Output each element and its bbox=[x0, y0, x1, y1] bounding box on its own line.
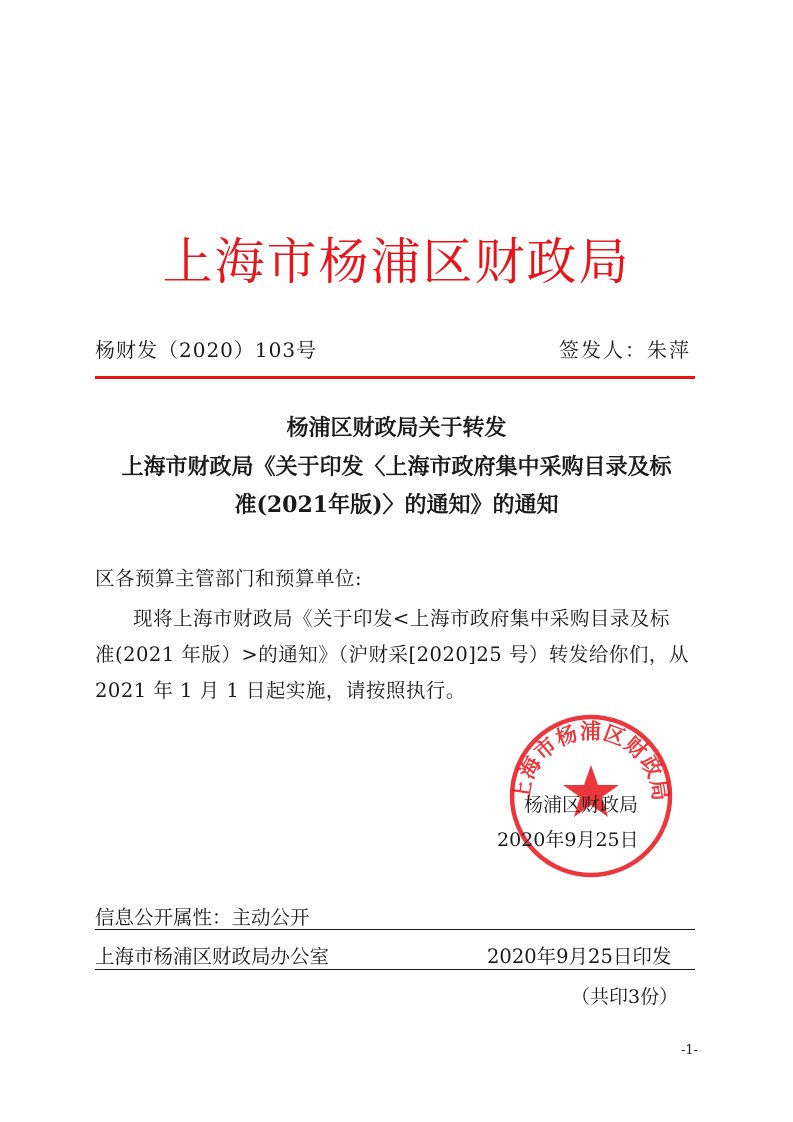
issuing-office: 上海市杨浦区财政局办公室 bbox=[95, 945, 330, 968]
document-title-line-2: 上海市财政局《关于印发〈上海市政府集中采购目录及标 bbox=[121, 454, 672, 480]
copies-count: （共印3份） bbox=[571, 986, 679, 1008]
red-divider bbox=[95, 376, 695, 379]
svg-text:上海市杨浦区财政局: 上海市杨浦区财政局 bbox=[508, 718, 674, 804]
body-paragraph-line-2: 准(2021 年版）>的通知》（沪财采[2020]25 号）转发给你们，从 bbox=[95, 643, 689, 666]
salutation: 区各预算主管部门和预算单位: bbox=[95, 567, 363, 590]
document-title-line-1: 杨浦区财政局关于转发 bbox=[286, 415, 507, 441]
document-title-line-3: 准(2021年版)〉的通知》的通知 bbox=[234, 492, 559, 518]
signer: 签发人：朱萍 bbox=[559, 338, 691, 362]
footer-rule-top bbox=[95, 929, 695, 930]
disclosure-attribute: 信息公开属性：主动公开 bbox=[95, 906, 310, 929]
page-number: -1- bbox=[681, 1043, 699, 1058]
body-paragraph-line-1: 现将上海市财政局《关于印发<上海市政府集中采购目录及标 bbox=[133, 607, 670, 630]
footer-rule-bottom bbox=[95, 969, 695, 970]
print-date: 2020年9月25日印发 bbox=[487, 945, 672, 968]
signature-date: 2020年9月25日 bbox=[497, 829, 639, 851]
document-number: 杨财发（2020）103号 bbox=[95, 338, 318, 362]
body-paragraph-line-3: 2021 年 1 月 1 日起实施，请按照执行。 bbox=[95, 679, 466, 702]
issuing-authority-title: 上海市杨浦区财政局 bbox=[162, 233, 631, 291]
signature-organization: 杨浦区财政局 bbox=[524, 794, 639, 816]
